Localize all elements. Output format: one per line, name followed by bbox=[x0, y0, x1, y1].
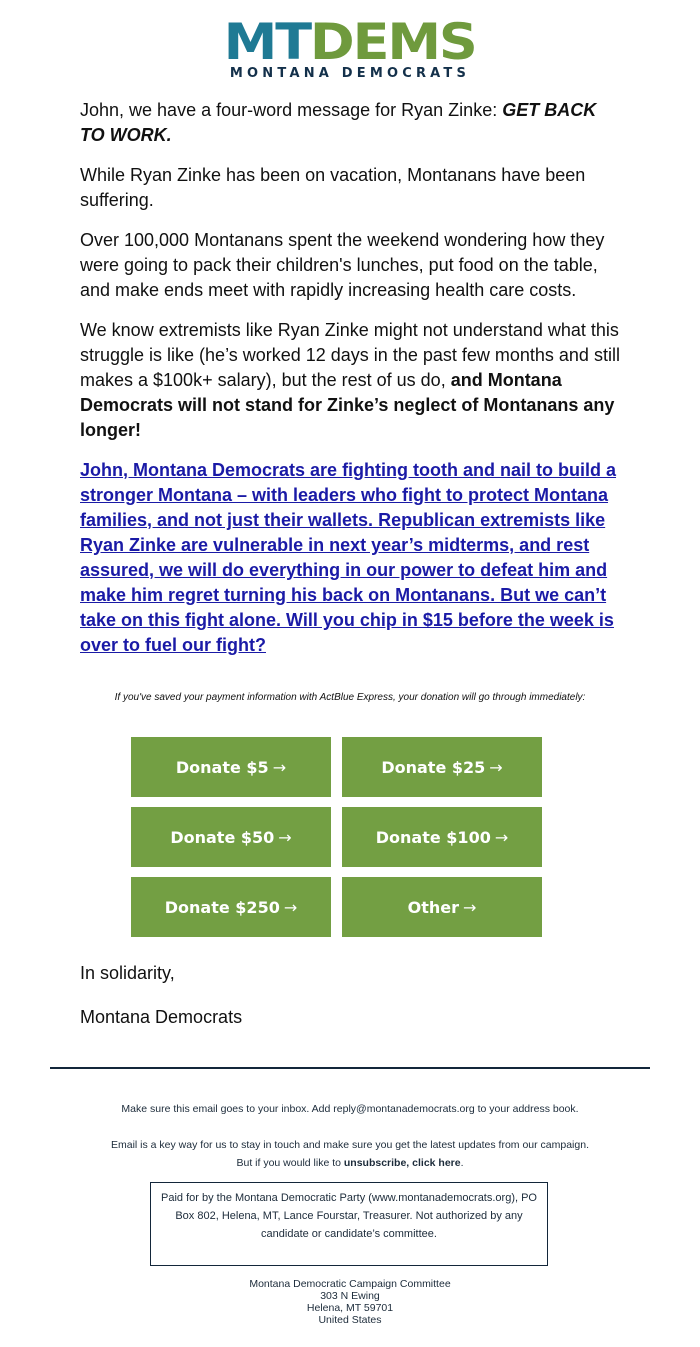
logo-mt: MT bbox=[224, 13, 311, 71]
extremists-text: We know extremists like Ryan Zinke might not understand what this struggle is like (he’s worked 12 days in the past few months and still makes a $100k+ salary), but the rest of us do, bbox=[80, 320, 620, 390]
arrow-right-icon: → bbox=[494, 827, 509, 847]
intro-emphasis: GET BACK TO WORK. bbox=[80, 100, 597, 145]
donate-25-label: Donate $25 bbox=[381, 757, 486, 777]
logo-dems: DEMS bbox=[310, 13, 476, 71]
extremists-bold: and Montana Democrats will not stand for Zinke’s neglect of Montanans any longer! bbox=[80, 370, 615, 440]
unsubscribe-link[interactable]: unsubscribe, click here bbox=[343, 1157, 461, 1169]
donate-250-button[interactable] bbox=[131, 877, 331, 937]
footer-divider bbox=[50, 1067, 650, 1069]
donate-5-label: Donate $5 bbox=[175, 757, 269, 777]
unsubscribe-suffix: . bbox=[460, 1157, 464, 1169]
closing: In solidarity, bbox=[80, 963, 175, 983]
arrow-right-icon: → bbox=[278, 827, 292, 847]
unsubscribe-prefix: But if you would like to bbox=[236, 1157, 344, 1169]
signoff bbox=[80, 962, 242, 1050]
logo-wordmark bbox=[224, 13, 476, 71]
donate-other-label: Other bbox=[407, 897, 459, 917]
arrow-right-icon: → bbox=[283, 897, 298, 917]
logo-subtitle: MONTANA DEMOCRATS bbox=[229, 66, 471, 81]
donate-250-label: Donate $250 bbox=[164, 897, 280, 917]
inbox-note: Make sure this email goes to your inbox. Add reply@montanademocrats.org to your address book. bbox=[121, 1103, 579, 1115]
intro-text: John, we have a four-word message for Ryan Zinke: bbox=[80, 100, 503, 120]
donate-100-button[interactable] bbox=[342, 807, 542, 867]
donate-50-button[interactable] bbox=[131, 807, 331, 867]
donate-button-grid bbox=[131, 737, 542, 937]
paragraph-montanans: Over 100,000 Montanans spent the weekend wondering how they were going to pack their children's lunches, put food on the table, and make ends meet with rapidly increasing health care costs. bbox=[80, 230, 605, 300]
arrow-right-icon: → bbox=[462, 897, 477, 917]
donate-cta-link[interactable]: John, Montana Democrats are fighting tooth and nail to build a stronger Montana – with leaders who fight to protect Montana families, and not just their wallets. Republican extremists like Ryan Zinke are vulnerable in next year’s midterms, and rest assured, we will do everything in our power to defeat him and make him regret turning his back on Montanans. But we can’t take on this fight alone. Will you chip in $15 before the week is over to fuel our fight? bbox=[80, 460, 617, 655]
arrow-right-icon: → bbox=[489, 757, 503, 777]
email-body bbox=[80, 98, 625, 673]
donate-other-button[interactable] bbox=[342, 877, 542, 937]
mtdems-logo bbox=[0, 13, 700, 82]
address-country: United States bbox=[318, 1314, 382, 1326]
donate-25-button[interactable] bbox=[342, 737, 542, 797]
address-city: Helena, MT 59701 bbox=[306, 1302, 394, 1314]
donate-50-label: Donate $50 bbox=[170, 827, 275, 847]
paid-for-disclaimer: Paid for by the Montana Democratic Party (www.montanademocrats.org), PO Box 802, Helena, MT, Lance Fourstar, Treasurer. Not authorized by any candidate or candidate’s committee. bbox=[150, 1182, 548, 1266]
signature: Montana Democrats bbox=[80, 1007, 243, 1027]
mailing-address bbox=[0, 1278, 700, 1326]
address-org: Montana Democratic Campaign Committee bbox=[249, 1278, 451, 1290]
paragraph-vacation: While Ryan Zinke has been on vacation, Montanans have been suffering. bbox=[80, 165, 586, 210]
donate-5-button[interactable] bbox=[131, 737, 331, 797]
donate-100-label: Donate $100 bbox=[375, 827, 491, 847]
arrow-right-icon: → bbox=[272, 757, 287, 777]
paragraph-extremists bbox=[80, 318, 625, 443]
actblue-express-note: If you've saved your payment information with ActBlue Express, your donation will go through immediately: bbox=[114, 692, 586, 703]
stay-in-touch-note: Email is a key way for us to stay in touch and make sure you get the latest updates from our campaign. bbox=[111, 1139, 589, 1151]
paragraph-intro bbox=[80, 98, 625, 148]
address-street: 303 N Ewing bbox=[320, 1290, 380, 1302]
unsubscribe-line bbox=[0, 1154, 700, 1172]
